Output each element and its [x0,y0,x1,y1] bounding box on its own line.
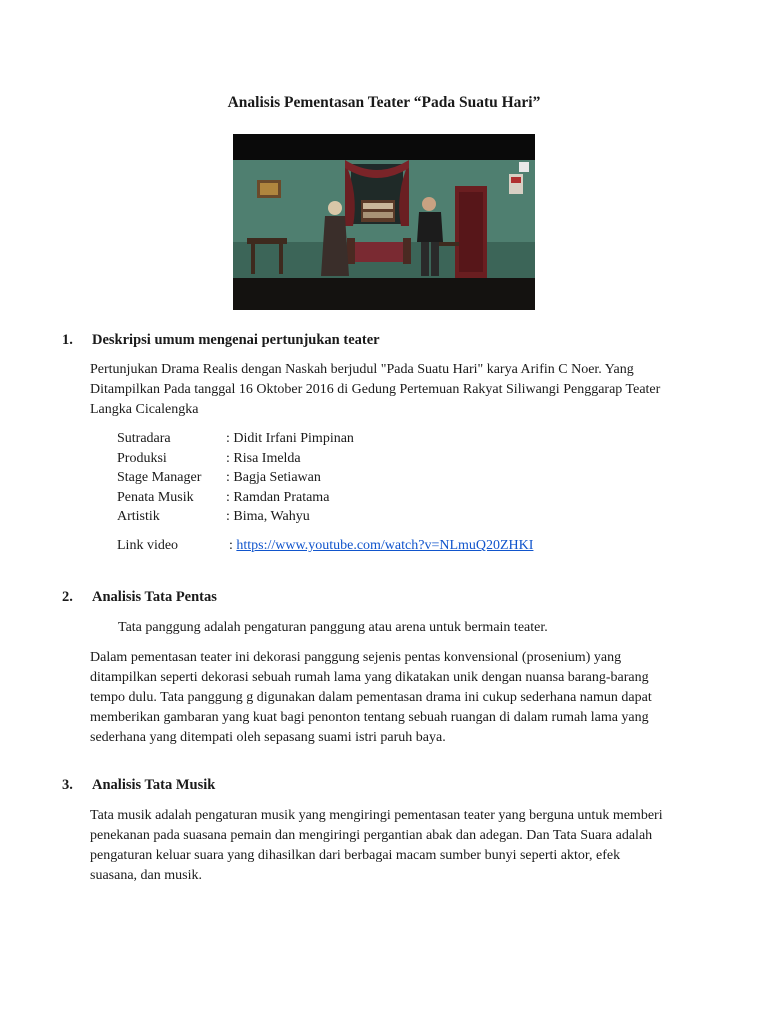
section-3-paragraph: Tata musik adalah pengaturan musik yang mengiringi pementasan teater yang berguna untuk memberi penekanan pada suasana pemain dan mengiringi pergantian abak dan adegan. Dan Tata Suara adalah pengaturan keluar suara yang dihasilkan dari berbagai macam sumber bunyi seperti aktor, efek suasana, dan musik. [90,808,663,883]
credit-label: Penata Musik [117,489,194,505]
credit-value: : Ramdan Pratama [226,489,330,505]
section-2-title: Analisis Tata Pentas [92,589,217,605]
credit-value: : Bima, Wahyu [226,509,310,525]
section-1-paragraph: Pertunjukan Drama Realis dengan Naskah berjudul "Pada Suatu Hari" karya Arifin C Noer. Yang Ditampilkan Pada tanggal 16 Oktober 2016 di Gedung Pertemuan Rakyat Siliwangi Penggarap Teater Langka Cicalengka [90,362,661,417]
section-2-paragraph-1: Tata panggung adalah pengaturan panggung atau arena untuk bermain teater. [118,620,548,635]
credit-value: : Risa Imelda [226,450,301,466]
credit-label: Produksi [117,450,167,466]
credit-label: Artistik [117,509,160,525]
video-link-separator: : [229,538,233,553]
document-title: Analisis Pementasan Teater “Pada Suatu Hari” [227,94,541,111]
section-1-title: Deskripsi umum mengenai pertunjukan teater [92,332,380,348]
credit-label: Stage Manager [117,470,202,486]
stage-photo-illustration [233,134,535,310]
credit-value: : Bagja Setiawan [226,470,321,486]
section-1-number: 1. [62,332,73,348]
video-link-label: Link video [117,538,179,553]
section-2-paragraph-2: Dalam pementasan teater ini dekorasi panggung sejenis pentas konvensional (prosenium) yang ditampilkan seperti dekorasi sebuah rumah lama yang dikatakan unik dengan nuansa barang-barang tempo dulu. Tata panggung g digunakan dalam pementasan drama ini cukup sederhana namun dapat memberikan gambaran yang kuat bagi penonton tentang sebuah ruangan di dalam rumah lama yang sederhana yang ditempati oleh sepasang suami istri paruh baya. [90,650,652,745]
credit-label: Sutradara [117,431,171,446]
video-link[interactable]: https://www.youtube.com/watch?v=NLmuQ20ZHKI [236,538,534,553]
section-2-number: 2. [62,589,73,605]
section-3-title: Analisis Tata Musik [92,777,216,793]
video-link-value [229,538,533,554]
credit-value: : Didit Irfani Pimpinan [226,431,354,446]
stage-photo [233,134,535,310]
section-3-number: 3. [62,777,73,793]
